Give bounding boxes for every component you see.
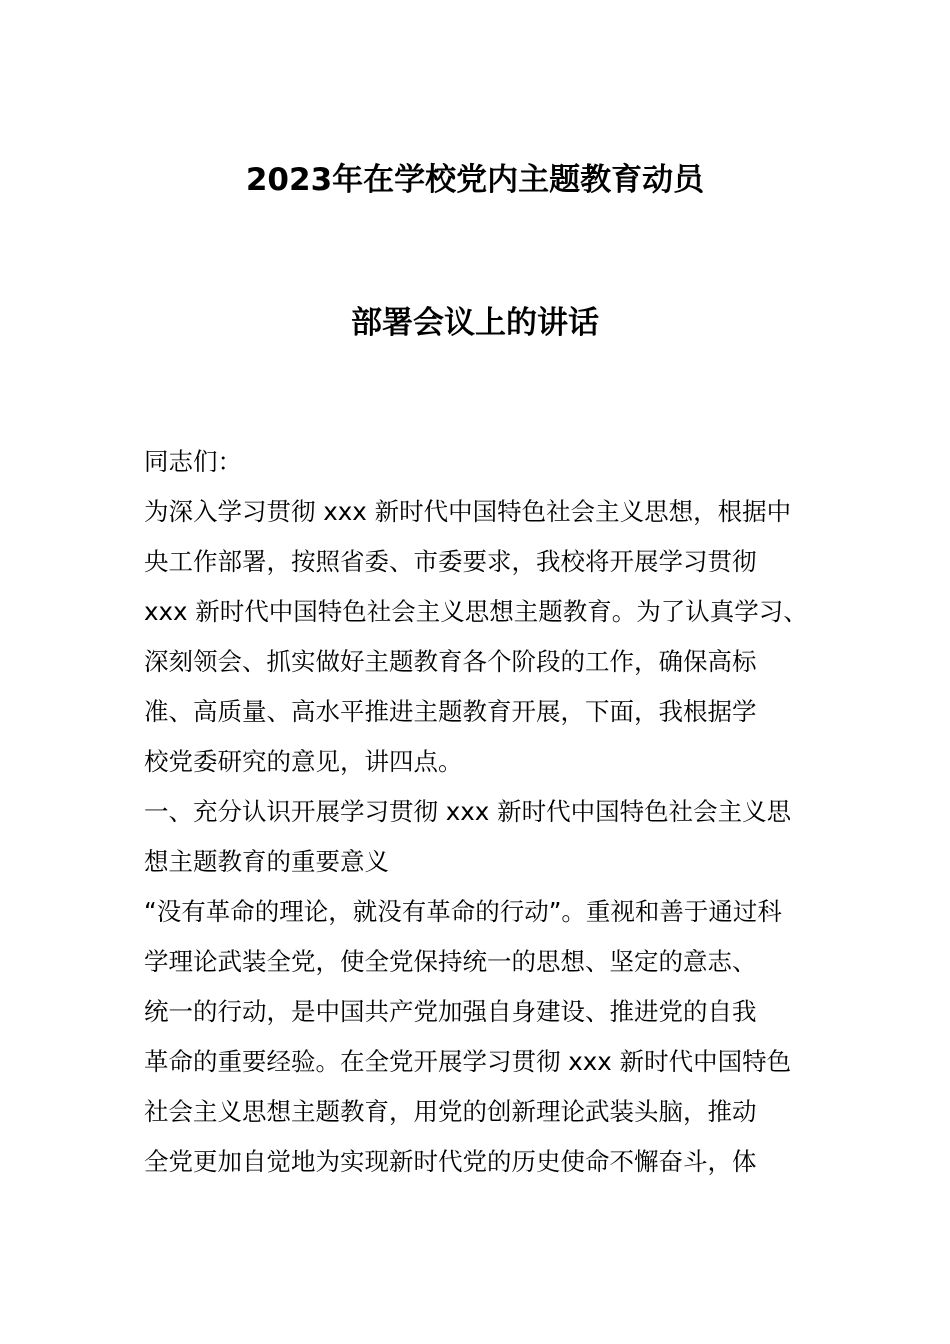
body-line: 央工作部署，按照省委、市委要求，我校将开展学习贯彻 (144, 547, 757, 576)
section-heading-line: 想主题教育的重要意义 (144, 847, 389, 876)
body-line: “没有革命的理论，就没有革命的行动”。重视和善于通过科 (144, 897, 782, 926)
body-line: 准、高质量、高水平推进主题教育开展，下面，我根据学 (144, 697, 757, 726)
body-line: 学理论武装全党，使全党保持统一的思想、坚定的意志、 (144, 947, 757, 976)
body-line: 社会主义思想主题教育，用党的创新理论武装头脑，推动 (144, 1097, 757, 1126)
body-line: xxx 新时代中国特色社会主义思想主题教育。为了认真学习、 (144, 597, 808, 626)
section-heading-line: 一、充分认识开展学习贯彻 xxx 新时代中国特色社会主义思 (144, 797, 792, 826)
salutation: 同志们： (144, 447, 242, 476)
body-line: 革命的重要经验。在全党开展学习贯彻 xxx 新时代中国特色 (144, 1047, 792, 1076)
document-title-line-1: 2023年在学校党内主题教育动员 (245, 162, 705, 198)
body-line: 全党更加自觉地为实现新时代党的历史使命不懈奋斗，体 (144, 1147, 757, 1176)
body-line: 统一的行动，是中国共产党加强自身建设、推进党的自我 (144, 997, 757, 1026)
body-line: 深刻领会、抓实做好主题教育各个阶段的工作，确保高标 (144, 647, 757, 676)
document-title-line-2: 部署会议上的讲话 (351, 305, 599, 341)
body-line: 校党委研究的意见，讲四点。 (144, 747, 463, 776)
body-line: 为深入学习贯彻 xxx 新时代中国特色社会主义思想，根据中 (144, 497, 792, 526)
